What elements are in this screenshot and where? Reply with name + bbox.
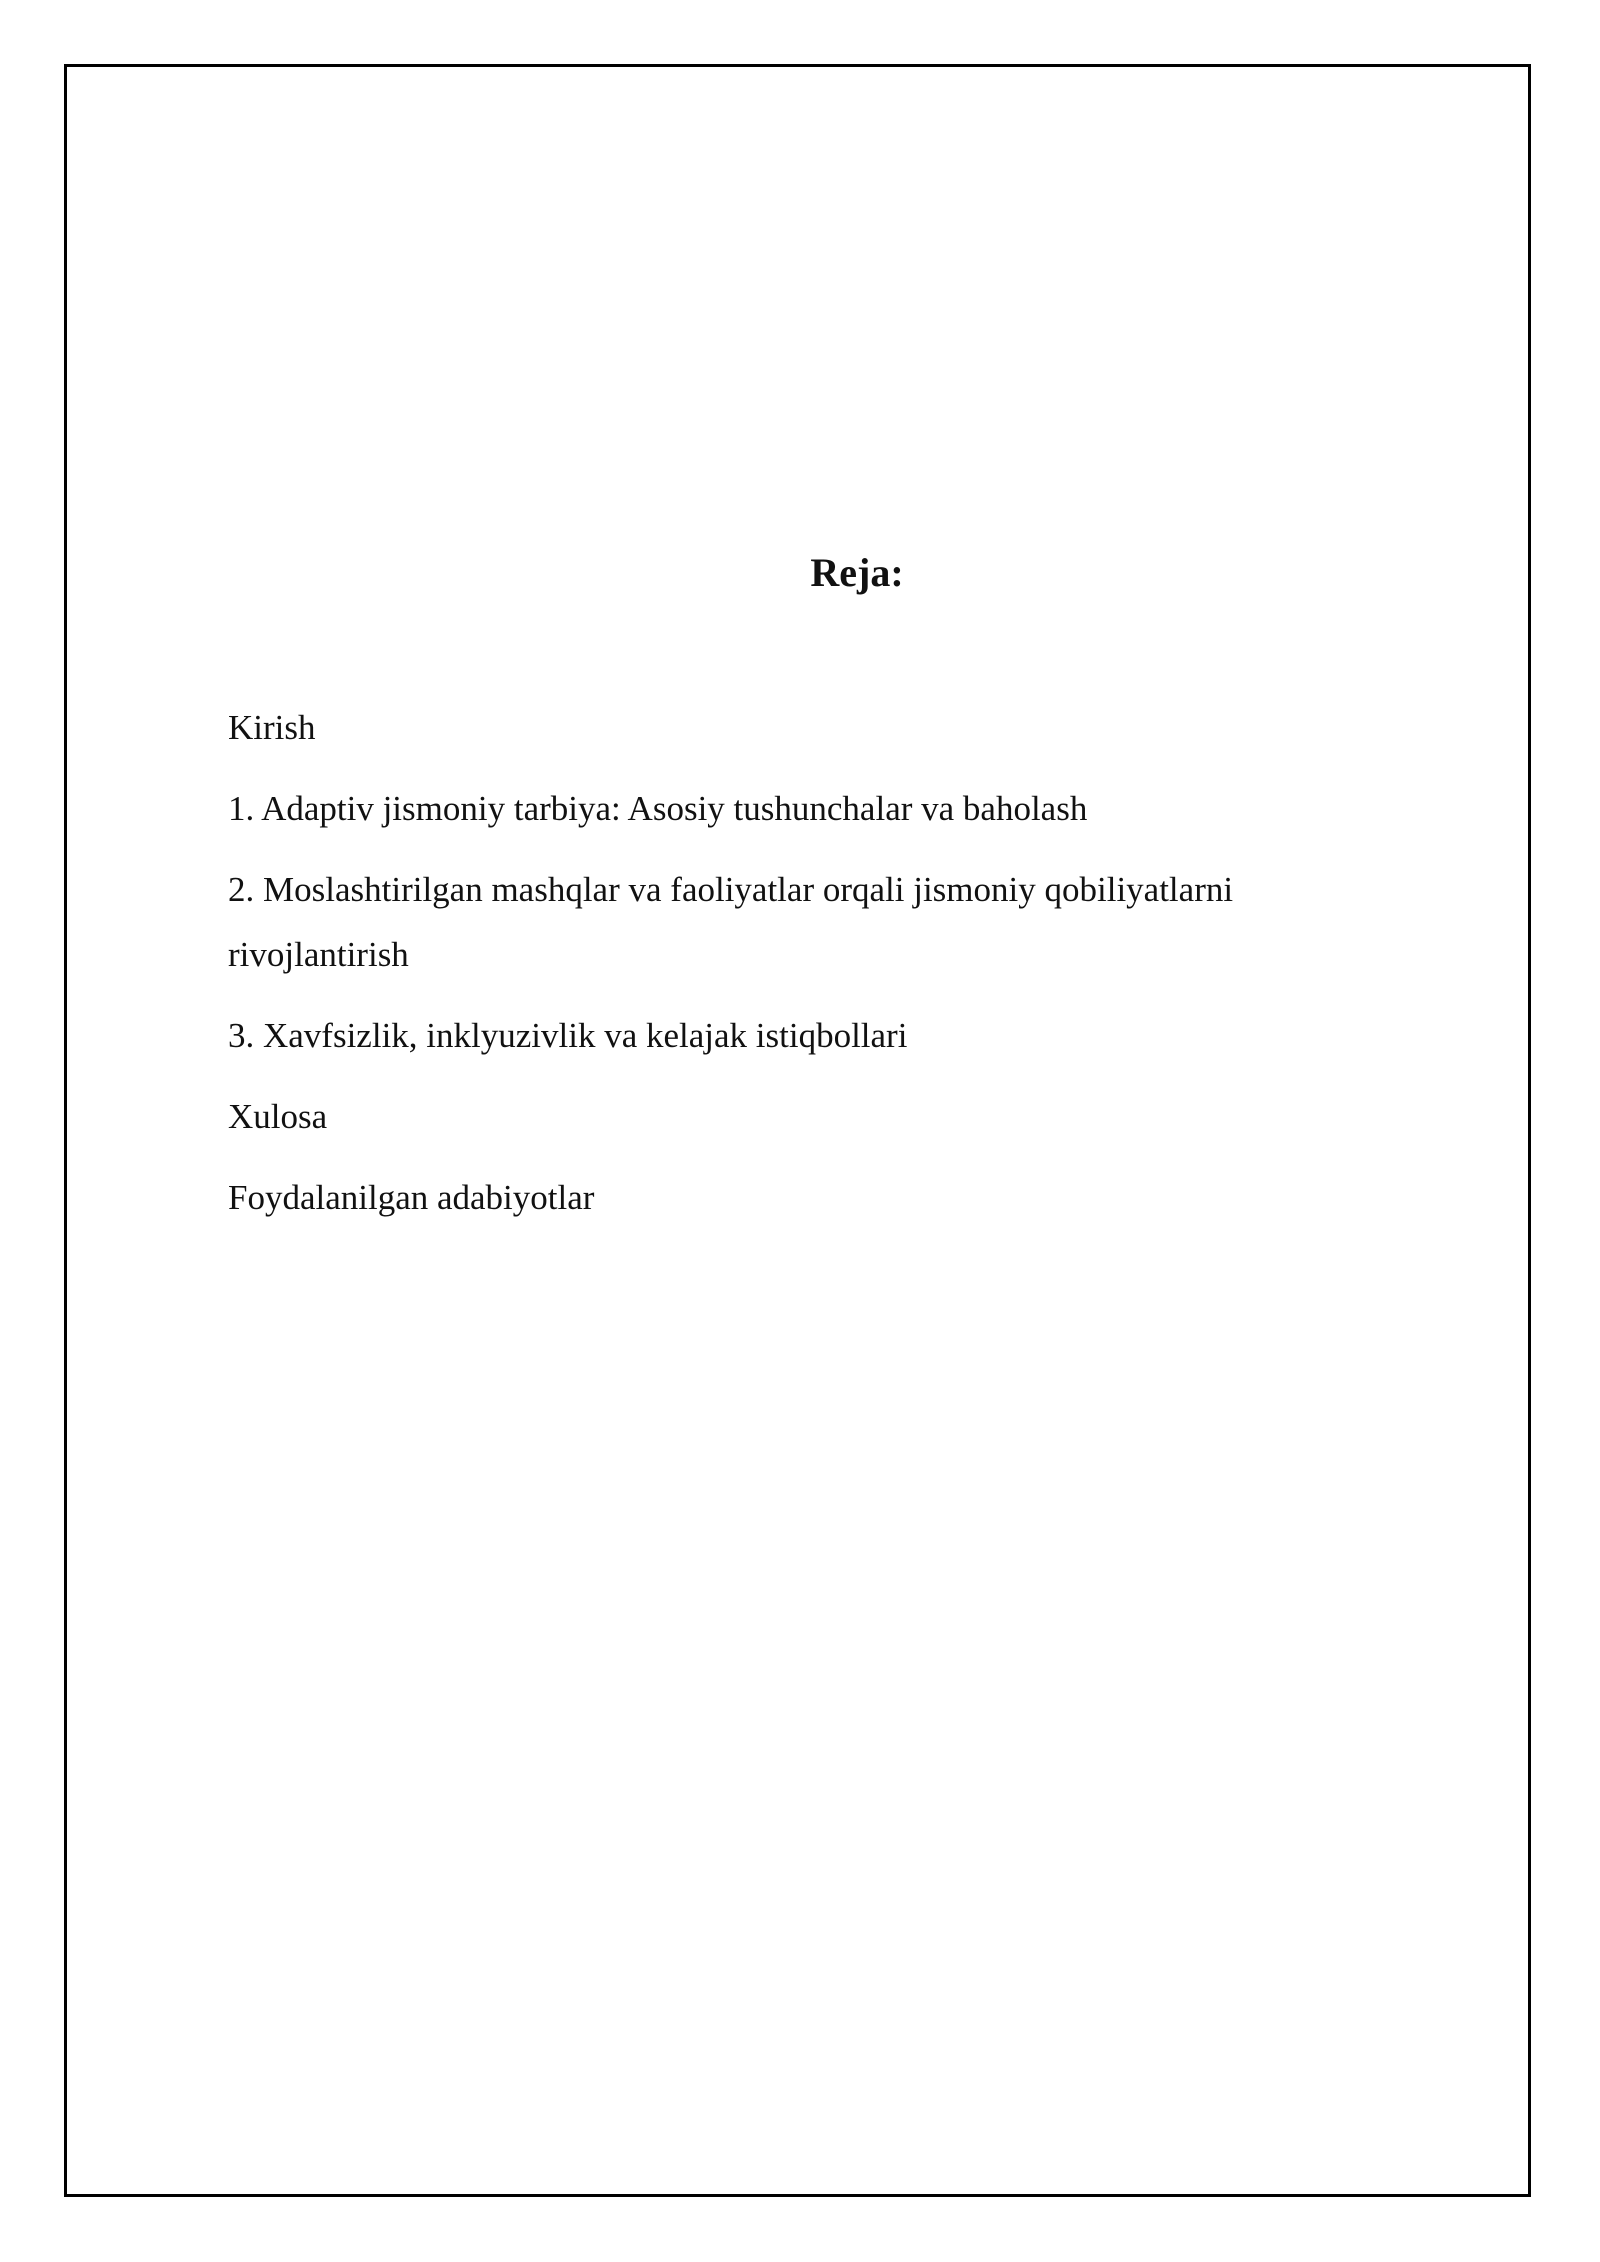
plan-item-2: 2. Moslashtirilgan mashqlar va faoliyatlar orqali jismoniy qobiliyatlarni rivojlantirish	[228, 870, 1234, 974]
plan-item-conclusion: Xulosa	[228, 1097, 328, 1136]
plan-item-references: Foydalanilgan adabiyotlar	[228, 1178, 595, 1217]
page-title: Reja:	[810, 550, 904, 595]
plan-item-introduction: Kirish	[228, 708, 316, 747]
plan-item-1: 1. Adaptiv jismoniy tarbiya: Asosiy tushunchalar va baholash	[228, 789, 1088, 828]
plan-list	[228, 695, 1348, 1246]
plan-item-3: 3. Xavfsizlik, inklyuzivlik va kelajak istiqbollari	[228, 1016, 908, 1055]
